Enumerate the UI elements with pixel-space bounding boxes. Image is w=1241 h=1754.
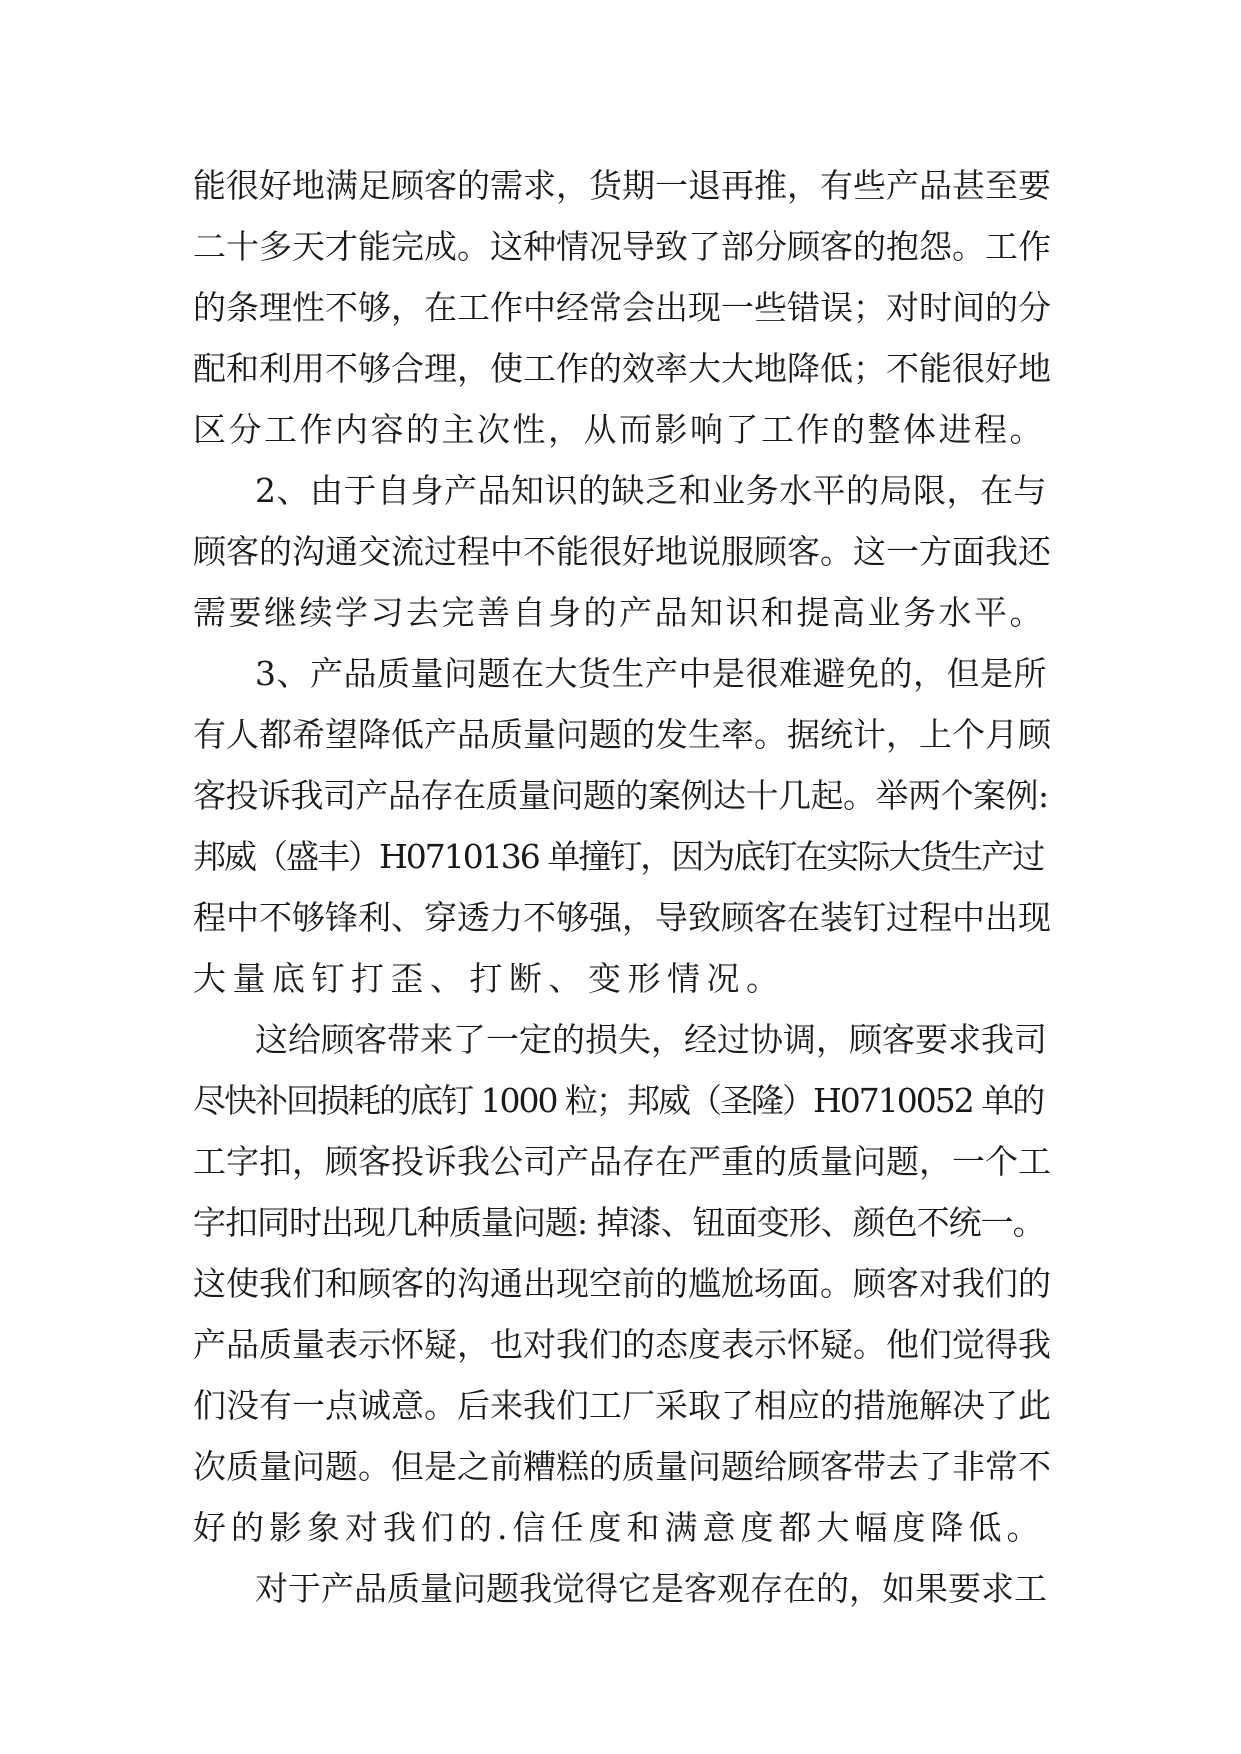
document-body	[193, 155, 1053, 1619]
text-line: 的条理性不够，在工作中经常会出现一些错误；对时间的分	[193, 288, 1051, 327]
text-line: 大量底钉打歪、打断、变形情况。	[193, 959, 786, 998]
text-line: 次质量问题。但是之前糟糕的质量问题给顾客带去了非常不	[193, 1447, 1051, 1486]
text-line: 需要继续学习去完善自身的产品知识和提高业务水平。	[193, 593, 1045, 632]
paragraph-start-line: 2、由于自身产品知识的缺乏和业务水平的局限，在与	[255, 471, 1047, 510]
text-line: 配和利用不够合理，使工作的效率大大地降低；不能很好地	[193, 349, 1051, 388]
paragraph-start-line: 对于产品质量问题我觉得它是客观存在的，如果要求工	[255, 1569, 1047, 1608]
text-line: 好的影象对我们的.信任度和满意度都大幅度降低。	[193, 1508, 1045, 1547]
text-line: 这使我们和顾客的沟通出现空前的尴尬场面。顾客对我们的	[193, 1264, 1051, 1303]
text-line: 能很好地满足顾客的需求，货期一退再推，有些产品甚至要	[193, 166, 1051, 205]
paragraph-start-line: 3、产品质量问题在大货生产中是很难避免的，但是所	[255, 654, 1047, 693]
text-line: 产品质量表示怀疑，也对我们的态度表示怀疑。他们觉得我	[193, 1325, 1051, 1364]
text-line: 客投诉我司产品存在质量问题的案例达十几起。举两个案例:	[193, 776, 1049, 815]
text-line: 工字扣，顾客投诉我公司产品存在严重的质量问题，一个工	[193, 1142, 1051, 1181]
text-line: 尽快补回损耗的底钉 1000 粒；邦威（圣隆）H0710052 单的	[193, 1081, 1044, 1120]
text-line: 程中不够锋利、穿透力不够强，导致顾客在装钉过程中出现	[193, 898, 1051, 937]
text-line: 们没有一点诚意。后来我们工厂采取了相应的措施解决了此	[193, 1386, 1051, 1425]
text-line: 邦威（盛丰）H0710136 单撞钉，因为底钉在实际大货生产过	[193, 837, 1044, 876]
text-line: 有人都希望降低产品质量问题的发生率。据统计，上个月顾	[193, 715, 1051, 754]
text-line: 顾客的沟通交流过程中不能很好地说服顾客。这一方面我还	[193, 532, 1051, 571]
text-line: 字扣同时出现几种质量问题: 掉漆、钮面变形、颜色不统一。	[193, 1203, 1045, 1242]
text-line: 二十多天才能完成。这种情况导致了部分顾客的抱怨。工作	[193, 227, 1051, 266]
text-line: 区分工作内容的主次性，从而影响了工作的整体进程。	[193, 410, 1045, 449]
paragraph-start-line: 这给顾客带来了一定的损失，经过协调，顾客要求我司	[255, 1020, 1047, 1059]
